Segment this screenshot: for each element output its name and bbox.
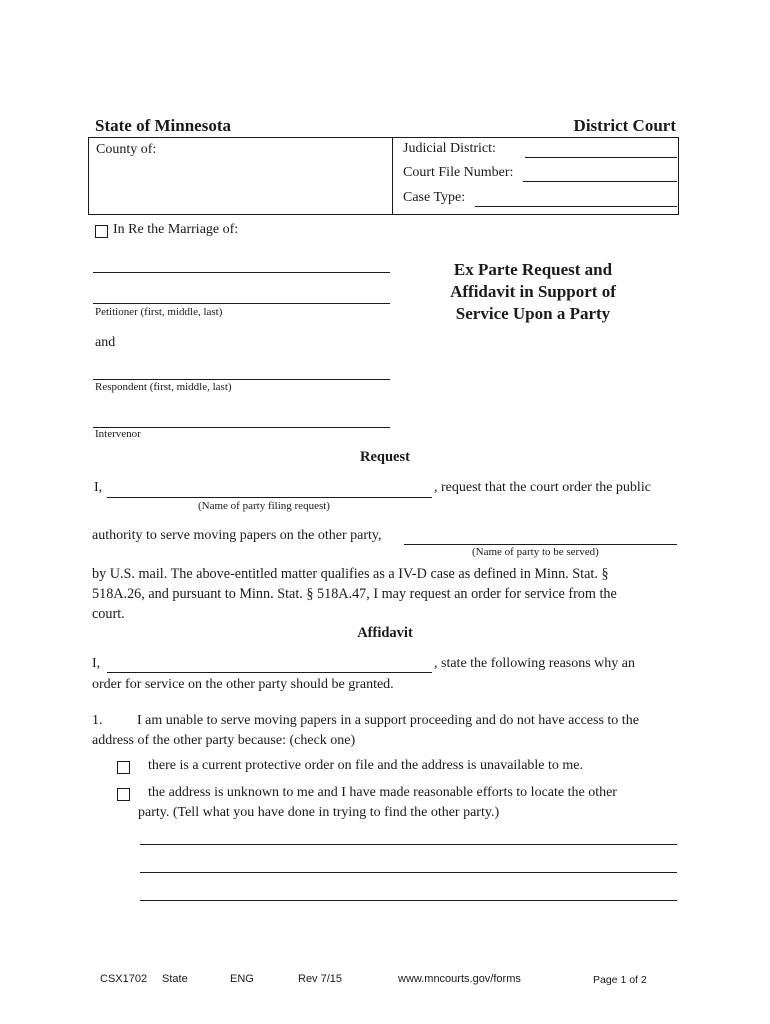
petitioner-name-line-2[interactable] xyxy=(93,303,390,304)
affiant-name-field[interactable] xyxy=(107,672,432,673)
protective-order-checkbox[interactable] xyxy=(117,761,130,774)
case-type-field[interactable] xyxy=(475,206,677,207)
affidavit-line-2: order for service on the other party should be granted. xyxy=(92,677,394,692)
state-title: State of Minnesota xyxy=(95,116,231,135)
marriage-checkbox[interactable] xyxy=(95,225,108,238)
form-title-line-3: Service Upon a Party xyxy=(455,304,611,323)
footer-form-code: CSX1702 xyxy=(100,973,148,985)
affidavit-heading: Affidavit xyxy=(357,625,413,641)
item-1-line-1: I am unable to serve moving papers in a support proceeding and do not have access to the xyxy=(137,713,639,728)
served-party-caption: (Name of party to be served) xyxy=(472,546,599,558)
judicial-district-label: Judicial District: xyxy=(403,141,496,156)
request-body-line-2: 518A.26, and pursuant to Minn. Stat. § 518A.47, I may request an order for service from the xyxy=(92,586,617,602)
file-number-label: Court File Number: xyxy=(403,165,514,180)
respondent-label: Respondent (first, middle, last) xyxy=(95,381,232,393)
request-after-name: , request that the court order the public xyxy=(434,480,651,495)
petitioner-name-line-1[interactable] xyxy=(93,272,390,273)
court-title: District Court xyxy=(573,116,676,135)
request-line-2: authority to serve moving papers on the other party, xyxy=(92,528,382,543)
item-1-number: 1. xyxy=(92,713,103,728)
address-unknown-checkbox[interactable] xyxy=(117,788,130,801)
item-1-line-2: address of the other party because: (check one) xyxy=(92,733,356,748)
protective-order-label: there is a current protective order on file and the address is unavailable to me. xyxy=(148,758,583,773)
affidavit-after-name: , state the following reasons why an xyxy=(434,656,636,671)
and-label: and xyxy=(95,335,116,350)
petitioner-label: Petitioner (first, middle, last) xyxy=(95,306,223,318)
form-title-line-2: Affidavit in Support of xyxy=(450,282,616,301)
efforts-line-3[interactable] xyxy=(140,900,677,901)
served-party-name-field[interactable] xyxy=(404,544,677,545)
efforts-line-1[interactable] xyxy=(140,844,677,845)
caption-box xyxy=(88,137,679,215)
affidavit-i-label: I, xyxy=(92,656,101,671)
caption-divider xyxy=(392,137,393,214)
county-label: County of: xyxy=(96,142,157,157)
marriage-checkbox-label: In Re the Marriage of: xyxy=(113,222,239,237)
footer-type: State xyxy=(162,973,188,985)
request-body-line-1: by U.S. mail. The above-entitled matter qualifies as a IV-D case as defined in Minn. Stat. § xyxy=(92,566,609,582)
efforts-line-2[interactable] xyxy=(140,872,677,873)
request-body-line-3: court. xyxy=(92,606,125,622)
request-filer-name-field[interactable] xyxy=(107,497,432,498)
respondent-name-line[interactable] xyxy=(93,379,390,380)
form-title-line-1: Ex Parte Request and xyxy=(453,260,613,279)
request-body xyxy=(92,564,682,624)
address-unknown-label-2: party. (Tell what you have done in trying to find the other party.) xyxy=(138,805,500,820)
footer-revision: Rev 7/15 xyxy=(298,973,343,985)
intervenor-label: Intervenor xyxy=(95,428,141,440)
filer-name-caption: (Name of party filing request) xyxy=(198,500,330,512)
case-type-label: Case Type: xyxy=(403,190,466,205)
judicial-district-field[interactable] xyxy=(525,157,677,158)
footer-page: Page 1 of 2 xyxy=(593,974,647,986)
request-heading: Request xyxy=(360,449,410,465)
footer-url: www.mncourts.gov/forms xyxy=(398,973,521,985)
form-title xyxy=(400,259,666,325)
file-number-field[interactable] xyxy=(523,181,677,182)
address-unknown-label-1: the address is unknown to me and I have made reasonable efforts to locate the other xyxy=(148,785,617,800)
footer-language: ENG xyxy=(230,973,254,985)
request-i-label: I, xyxy=(94,480,103,495)
